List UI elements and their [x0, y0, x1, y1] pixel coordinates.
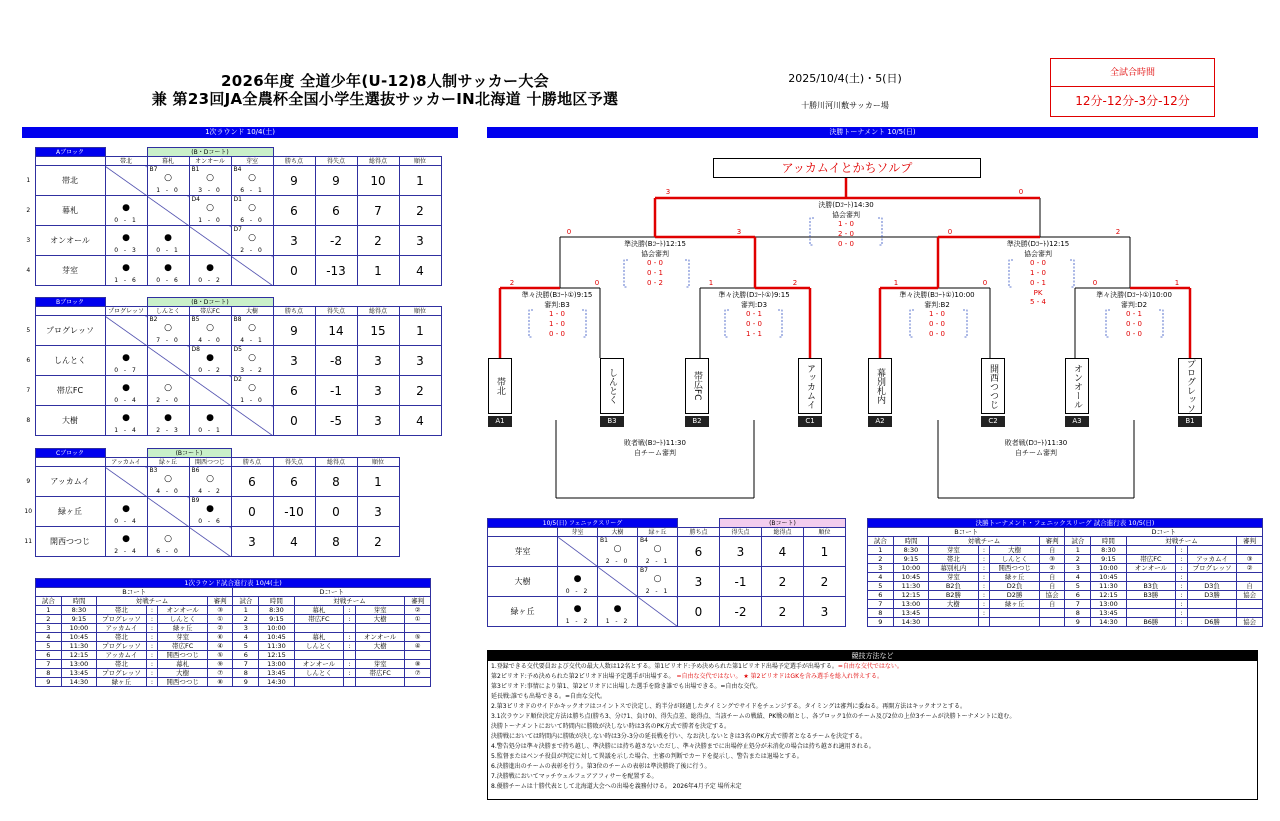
- block-c-name: Cブロック: [35, 449, 105, 458]
- semi-2-title: 準決勝(Dｺｰﾄ)12:15: [1006, 240, 1070, 248]
- quarter-2-ref: 審判:D3: [740, 301, 768, 309]
- block-a-diff: -13: [315, 256, 357, 286]
- sched1-row: 3 10:00 アッカムイ : 緑ヶ丘 ② 3 10:00: [36, 624, 431, 633]
- rules-line: 4.警告処分は準々決勝まで持ち越し、準決勝には持ち越さないただし、準々決勝までに出場停止処分が未消化の場合は持ち越され適用される。: [491, 743, 875, 750]
- block-a-col-team: 芽室: [231, 157, 273, 166]
- bracket-seed-3: B2: [685, 416, 709, 427]
- block-a-result-cell: B1 ○ 3 - 0: [189, 166, 231, 196]
- rules-line: 3.1次ラウンド順位決定方法は勝ち点(勝ち3、分け1、負け0)、得失点差、総得点、当該チームの戦績、PK戦の順とし、各ブロック1位のチーム及び2位の上位3チームが決勝トーナメントに進む。: [491, 713, 1016, 720]
- bracket-team-4: アッカムイ: [798, 358, 822, 414]
- block-b-hdr-diff: 得失点: [315, 307, 357, 316]
- bracket-team-6: 開西つつじ: [981, 358, 1005, 414]
- block-b-rank: 1: [399, 316, 441, 346]
- quarter-1-title: 準々決勝(Bｺｰﾄ①)9:15: [521, 291, 593, 299]
- rules-line: 7.決勝戦においてマッチウェルフェアアフィサーを配置する。: [491, 773, 658, 780]
- block-b-result-cell: B5 ○ 4 - 0: [189, 316, 231, 346]
- block-b-col-team: プログレッソ: [105, 307, 147, 316]
- match-time-label: 全試合時間: [1051, 59, 1214, 87]
- sched1-row: 5 11:30 プログレッソ : 帯広FC ④ 5 11:30 しんとく : 大樹 ④: [36, 642, 431, 651]
- block-a-diff: 9: [315, 166, 357, 196]
- semi-2-pk-score: 5 - 4: [1030, 298, 1046, 306]
- phoenix-col-team: 緑ヶ丘: [638, 528, 678, 537]
- block-c-gf: 8: [315, 467, 357, 497]
- block-a-col-team: オンオール: [189, 157, 231, 166]
- sched1-row: 1 8:30 帯北 : オンオール ③ 1 8:30 幕札 : 芽室 ②: [36, 606, 431, 615]
- phoenix-title: 10/5(日) フェニックスリーグ: [488, 519, 678, 528]
- quarter-2-right-goals: 2: [792, 279, 798, 287]
- block-a-gf: 7: [357, 196, 399, 226]
- quarter-4-score-1: 0 - 1: [1126, 310, 1142, 318]
- block-a-result-cell: ● 0 - 3: [105, 226, 147, 256]
- block-a-court: (B・Dコート): [147, 148, 273, 157]
- block-c-hdr-pts: 勝ち点: [231, 458, 273, 467]
- final-right-goals: 0: [1018, 188, 1024, 196]
- block-a-rank: 4: [399, 256, 441, 286]
- rules-line: 6.決勝進出のチームの表彰を行う。第3位のチームの表彰は準決勝終了後に行う。: [491, 763, 711, 770]
- semi-2-ref: 協会審判: [1024, 250, 1052, 258]
- sched1-title: 1次ラウンド試合進行表 10/4(土): [36, 579, 431, 588]
- phoenix-result-cell: ● 0 - 2: [558, 567, 598, 597]
- bracket-seed-6: C2: [981, 416, 1005, 427]
- block-c-pts: 0: [231, 497, 273, 527]
- quarter-4-ref: 審判:D2: [1120, 301, 1148, 309]
- quarter-3-ref: 審判:B2: [924, 301, 950, 309]
- phoenix-result-cell: ● 1 - 2: [598, 597, 638, 627]
- sched1-row: 8 13:45 プログレッソ : 大樹 ⑦ 8 13:45 しんとく : 帯広FC ⑦: [36, 669, 431, 678]
- phoenix-court: (Bコート): [720, 519, 846, 528]
- block-a-pts: 9: [273, 166, 315, 196]
- block-b-pts: 6: [273, 376, 315, 406]
- block-b-hdr-rank: 順位: [399, 307, 441, 316]
- bracket-team-7: オンオール: [1065, 358, 1089, 414]
- semi-2-score-2: 1 - 0: [1030, 269, 1046, 277]
- bracket-team-8: プログレッソ: [1178, 358, 1202, 414]
- block-b-result-cell: D2 ○ 1 - 0: [231, 376, 273, 406]
- block-a-gf: 1: [357, 256, 399, 286]
- final-score-2: 2 - 0: [838, 230, 854, 238]
- bracket-seed-1: A1: [488, 416, 512, 427]
- quarter-2-left-goals: 1: [708, 279, 714, 287]
- block-b-result-cell: ● 0 - 7: [105, 346, 147, 376]
- block-a-result-cell: D4 ○ 1 - 0: [189, 196, 231, 226]
- block-b-hdr-pts: 勝ち点: [273, 307, 315, 316]
- block-a-team-name: 帯北: [35, 166, 105, 196]
- sched1-row: 6 12:15 アッカムイ : 開西つつじ ⑤ 6 12:15: [36, 651, 431, 660]
- block-c-result-cell: ○ 6 - 0: [147, 527, 189, 557]
- block-b-court: (B・Dコート): [147, 298, 273, 307]
- block-b-gf: 3: [357, 406, 399, 436]
- phoenix-result-cell: ● 1 - 2: [558, 597, 598, 627]
- block-a-result-cell: B7 ○ 1 - 0: [147, 166, 189, 196]
- block-b-gf: 15: [357, 316, 399, 346]
- block-b-result-cell: D5 ○ 3 - 2: [231, 346, 273, 376]
- block-c-hdr-rank: 順位: [357, 458, 399, 467]
- block-c-gf: 0: [315, 497, 357, 527]
- bracket-seed-8: B1: [1178, 416, 1202, 427]
- quarter-1-score-1: 1 - 0: [549, 310, 565, 318]
- quarter-3-score-3: 0 - 0: [929, 330, 945, 338]
- block-a-result-cell: ● 0 - 2: [189, 256, 231, 286]
- rules-red-note-1: =自由な交代ではない。: [837, 663, 903, 670]
- block-a-col-team: 幕札: [147, 157, 189, 166]
- rules-red-note-2: =自由な交代ではない。 ★ 第2ピリオドはGKを含み選手を総入れ替えする。: [676, 673, 884, 680]
- block-b-result-cell: B2 ○ 7 - 0: [147, 316, 189, 346]
- block-a-rank: 1: [399, 166, 441, 196]
- quarter-4-score-2: 0 - 0: [1126, 320, 1142, 328]
- block-b-pts: 3: [273, 346, 315, 376]
- quarter-2-score-2: 0 - 0: [746, 320, 762, 328]
- rules-list: [488, 661, 1257, 793]
- title-line-2: 兼 第23回JA全農杯全国小学生選抜サッカーIN北海道 十勝地区予選: [151, 90, 619, 108]
- block-c-col-team: 開西つつじ: [189, 458, 231, 467]
- sched2-row: 8 13:45 : 8 13:45 :: [868, 609, 1263, 618]
- block-a-diff: -2: [315, 226, 357, 256]
- phoenix-row: 緑ヶ丘 ● 1 - 2 ● 1 - 2 0 -2 2 3: [488, 597, 846, 627]
- final-ref: 協会審判: [832, 211, 860, 219]
- block-b-row-no: 7: [26, 387, 31, 394]
- phoenix-row: 芽室 B1 ○ 2 - 0 B4 ○ 2 - 1 6 3 4 1: [488, 537, 846, 567]
- block-c-rank: 2: [357, 527, 399, 557]
- block-c-gf: 8: [315, 527, 357, 557]
- quarter-3-score-1: 1 - 0: [929, 310, 945, 318]
- block-c-row-no: 11: [24, 538, 33, 545]
- block-a-rank: 3: [399, 226, 441, 256]
- block-c-result-cell: B3 ○ 4 - 0: [147, 467, 189, 497]
- block-b-pts: 9: [273, 316, 315, 346]
- bracket-team-5: 幕別札内: [868, 358, 892, 414]
- event-date: 2025/10/4(土)・5(日): [788, 72, 902, 85]
- block-c-team-name: アッカムイ: [35, 467, 105, 497]
- block-c-row-no: 9: [26, 478, 31, 485]
- quarter-2-score-3: 1 - 1: [746, 330, 762, 338]
- final-tournament-bar: 決勝トーナメント 10/5(日): [487, 127, 1258, 138]
- block-a-hdr-rank: 順位: [399, 157, 441, 166]
- semi-2-pk: PK: [1033, 289, 1043, 297]
- sched2-row: 1 8:30 芽室 : 大樹 自 1 8:30 :: [868, 546, 1263, 555]
- block-c-hdr-gf: 総得点: [315, 458, 357, 467]
- block-b-row-no: 6: [26, 357, 31, 364]
- block-b-rank: 2: [399, 376, 441, 406]
- block-a-result-cell: ● 1 - 6: [105, 256, 147, 286]
- quarter-3-left-goals: 1: [893, 279, 899, 287]
- block-b-diff: -1: [315, 376, 357, 406]
- quarter-1-right-goals: 0: [594, 279, 600, 287]
- block-c-result-cell: B9 ● 0 - 6: [189, 497, 231, 527]
- consolation-1-ref: 自チーム審判: [634, 449, 676, 457]
- block-a-gf: 10: [357, 166, 399, 196]
- phoenix-row: 大樹 ● 0 - 2 B7 ○ 2 - 1 3 -1 2 2: [488, 567, 846, 597]
- block-c-result-cell: B6 ○ 4 - 2: [189, 467, 231, 497]
- sched2-row: 2 9:15 帯北 : しんとく ③ 2 9:15 帯広FC : アッカムイ ③: [868, 555, 1263, 564]
- block-a-result-cell: B4 ○ 6 - 1: [231, 166, 273, 196]
- rules-line: 決勝戦においては時間内に勝敗が決しない時は3分-3分の延長戦を行い、なお決しないときは3名のPK方式で勝者となるチームを決定する。: [491, 733, 867, 740]
- rules-line: 5.監督またはベンチ役員が判定に対して異議を示した場合、主審の判断でカードを提示し、警告または退場とする。: [491, 753, 803, 760]
- block-a-row-no: 1: [26, 177, 31, 184]
- bracket-team-1: 帯北: [488, 358, 512, 414]
- phoenix-team-name: 大樹: [488, 567, 558, 597]
- quarter-3-right-goals: 0: [982, 279, 988, 287]
- quarter-2-title: 準々決勝(Dｺｰﾄ①)9:15: [718, 291, 790, 299]
- block-b-col-team: 帯広FC: [189, 307, 231, 316]
- sched2-row: 3 10:00 幕別札内 : 開西つつじ ② 3 10:00 オンオール : プログレッソ ②: [868, 564, 1263, 573]
- bracket-seed-5: A2: [868, 416, 892, 427]
- block-c-row-no: 10: [24, 508, 33, 515]
- block-c-result-cell: ● 0 - 4: [105, 497, 147, 527]
- block-a-pts: 3: [273, 226, 315, 256]
- rules-title: 競技方法など: [488, 651, 1257, 661]
- sched2-row: 6 12:15 B2勝 : D2勝 協会 6 12:15 B3勝 : D3勝 協会: [868, 591, 1263, 600]
- champion-box: アッカムイとかちソルプ: [713, 158, 981, 178]
- block-a-team-name: 芽室: [35, 256, 105, 286]
- block-b-gf: 3: [357, 376, 399, 406]
- block-b-team-name: しんとく: [35, 346, 105, 376]
- consolation-2-title: 敗者戦(Dｺｰﾄ)11:30: [1004, 439, 1068, 447]
- semi-1-score-3: 0 - 2: [647, 279, 663, 287]
- block-c-team-name: 緑ヶ丘: [35, 497, 105, 527]
- rules-line: 第3ピリオド:事情により第1、第2ピリオドに出場した選手を除き誰でも出場できる。=自由な交代。: [491, 683, 762, 690]
- block-b-col-team: 大樹: [231, 307, 273, 316]
- block-c-diff: -10: [273, 497, 315, 527]
- block-b-row-no: 5: [26, 327, 31, 334]
- block-c-rank: 3: [357, 497, 399, 527]
- block-a-pts: 6: [273, 196, 315, 226]
- block-a-result-cell: D1 ○ 6 - 0: [231, 196, 273, 226]
- bracket-team-2: しんとく: [600, 358, 624, 414]
- quarter-4-left-goals: 0: [1092, 279, 1098, 287]
- block-b-result-cell: ● 1 - 4: [105, 406, 147, 436]
- sched1-row: 7 13:00 帯北 : 幕札 ⑨ 7 13:00 オンオール : 芽室 ⑧: [36, 660, 431, 669]
- phoenix-result-cell: B4 ○ 2 - 1: [638, 537, 678, 567]
- title-line-1: 2026年度 全道少年(U-12)8人制サッカー大会: [221, 72, 549, 90]
- block-a-result-cell: D7 ○ 2 - 0: [231, 226, 273, 256]
- sched2-row: 9 14:30 9 14:30 B6勝 : D6勝 協会: [868, 618, 1263, 627]
- block-a-diff: 6: [315, 196, 357, 226]
- block-b-rank: 3: [399, 346, 441, 376]
- bracket-seed-4: C1: [798, 416, 822, 427]
- quarter-2-score-1: 0 - 1: [746, 310, 762, 318]
- block-c-pts: 6: [231, 467, 273, 497]
- rules-line: 決勝トーナメントにおいて時間内に勝敗が決しない時は3名のPK方式で勝者を決定する。: [491, 723, 731, 730]
- semi-1-left-goals: 0: [566, 228, 572, 236]
- sched2-row: 4 10:45 芽室 : 緑ヶ丘 自 4 10:45 :: [868, 573, 1263, 582]
- block-b-diff: -8: [315, 346, 357, 376]
- quarter-3-title: 準々決勝(Bｺｰﾄ①)10:00: [899, 291, 975, 299]
- bracket-team-3: 帯広FC: [685, 358, 709, 414]
- block-b-result-cell: ● 2 - 3: [147, 406, 189, 436]
- quarter-1-score-3: 0 - 0: [549, 330, 565, 338]
- quarter-1-score-2: 1 - 0: [549, 320, 565, 328]
- semi-2-left-goals: 0: [947, 228, 953, 236]
- rules-line: 1.登録できる交代要員および交代の最大人数は12名とする。第1ピリオド:予め決められた第1ピリオド出場予定選手が出場する。=自由な交代ではない。: [491, 663, 903, 670]
- block-c-col-team: アッカムイ: [105, 458, 147, 467]
- phoenix-result-cell: B7 ○ 2 - 1: [638, 567, 678, 597]
- block-c-diff: 6: [273, 467, 315, 497]
- block-a-name: Aブロック: [35, 148, 105, 157]
- phoenix-col-team: 大樹: [598, 528, 638, 537]
- rules-box: [487, 650, 1258, 800]
- block-b-result-cell: ● 0 - 1: [189, 406, 231, 436]
- block-a-result-cell: ● 0 - 1: [147, 226, 189, 256]
- phoenix-team-name: 緑ヶ丘: [488, 597, 558, 627]
- quarter-4-title: 準々決勝(Dｺｰﾄ①)10:00: [1096, 291, 1172, 299]
- block-a-row-no: 3: [26, 237, 31, 244]
- block-a-row-no: 2: [26, 207, 31, 214]
- quarter-4-score-3: 0 - 0: [1126, 330, 1142, 338]
- sched1-court-d: Dコート: [233, 588, 431, 597]
- block-c-hdr-diff: 得失点: [273, 458, 315, 467]
- final-score-1: 1 - 0: [838, 220, 854, 228]
- sched2-title: 決勝トーナメント・フェニックスリーグ 試合進行表 10/5(日): [868, 519, 1263, 528]
- block-b-result-cell: B8 ○ 4 - 1: [231, 316, 273, 346]
- block-a-rank: 2: [399, 196, 441, 226]
- sched2-row: 5 11:30 B2負 : D2負 自 5 11:30 B3負 : D3負 自: [868, 582, 1263, 591]
- block-a-team-name: オンオール: [35, 226, 105, 256]
- semi-1-score-2: 0 - 1: [647, 269, 663, 277]
- match-time-value: 12分-12分-3分-12分: [1075, 94, 1190, 108]
- block-c-team-name: 開西つつじ: [35, 527, 105, 557]
- final-score-3: 0 - 0: [838, 240, 854, 248]
- semi-2-score-3: 0 - 1: [1030, 279, 1046, 287]
- block-b-gf: 3: [357, 346, 399, 376]
- phoenix-result-cell: B1 ○ 2 - 0: [598, 537, 638, 567]
- phoenix-team-name: 芽室: [488, 537, 558, 567]
- consolation-1-title: 敗者戦(Bｺｰﾄ)11:30: [624, 439, 686, 447]
- sched1-row: 2 9:15 プログレッソ : しんとく ① 2 9:15 帯広FC : 大樹 ①: [36, 615, 431, 624]
- semi-1-right-goals: 3: [736, 228, 742, 236]
- block-a-team-name: 幕札: [35, 196, 105, 226]
- round1-bar: 1次ラウンド 10/4(土): [22, 127, 458, 138]
- block-a-hdr-diff: 得失点: [315, 157, 357, 166]
- block-c-pts: 3: [231, 527, 273, 557]
- block-c-diff: 4: [273, 527, 315, 557]
- block-a-result-cell: ● 0 - 1: [105, 196, 147, 226]
- final-left-goals: 3: [665, 188, 671, 196]
- rules-line: 2.第3ピリオドのサイドかキックオフはコイントスで決定し、約半分が経過したタイミングでサイドをチェンジする。タイミングは審判に委ねる。再開方法はキックオフとする。: [491, 703, 966, 710]
- block-b-team-name: 大樹: [35, 406, 105, 436]
- block-a-hdr-pts: 勝ち点: [273, 157, 315, 166]
- block-a-col-team: 帯北: [105, 157, 147, 166]
- sched1-row: 9 14:30 緑ヶ丘 : 開西つつじ ⑧ 9 14:30: [36, 678, 431, 687]
- block-b-hdr-gf: 総得点: [357, 307, 399, 316]
- sched2-court-b: Bコート: [868, 528, 1065, 537]
- block-b-row-no: 8: [26, 417, 31, 424]
- semi-2-score-1: 0 - 0: [1030, 259, 1046, 267]
- semi-1-ref: 協会審判: [641, 250, 669, 258]
- final-title: 決勝(Dｺｰﾄ)14:30: [818, 201, 874, 209]
- block-b-team-name: 帯広FC: [35, 376, 105, 406]
- rules-line: 第2ピリオド:予め決められた第2ピリオド出場予定選手が出場する。 =自由な交代ではない。 ★ 第2ピリオドはGKを含み選手を総入れ替えする。: [491, 673, 884, 680]
- quarter-4-right-goals: 1: [1174, 279, 1180, 287]
- block-b-pts: 0: [273, 406, 315, 436]
- consolation-2-ref: 自チーム審判: [1015, 449, 1057, 457]
- block-b-rank: 4: [399, 406, 441, 436]
- block-a-row-no: 4: [26, 267, 31, 274]
- block-c-rank: 1: [357, 467, 399, 497]
- block-b-col-team: しんとく: [147, 307, 189, 316]
- block-b-diff: 14: [315, 316, 357, 346]
- sched1-court-b: Bコート: [36, 588, 233, 597]
- semi-1-score-1: 0 - 0: [647, 259, 663, 267]
- sched1-row: 4 10:45 帯北 : 芽室 ⑥ 4 10:45 幕札 : オンオール ⑤: [36, 633, 431, 642]
- block-a-gf: 2: [357, 226, 399, 256]
- quarter-1-left-goals: 2: [509, 279, 515, 287]
- block-a-hdr-gf: 総得点: [357, 157, 399, 166]
- block-c-col-team: 緑ヶ丘: [147, 458, 189, 467]
- block-b-name: Bブロック: [35, 298, 105, 307]
- block-c-result-cell: ● 2 - 4: [105, 527, 147, 557]
- rules-line: 8.優勝チームは十勝代表として北海道大会への出場を義務付ける。 2026年4月予定 場所未定: [491, 783, 742, 790]
- block-a-pts: 0: [273, 256, 315, 286]
- semi-2-right-goals: 2: [1115, 228, 1121, 236]
- quarter-1-ref: 審判:B3: [544, 301, 570, 309]
- bracket-seed-2: B3: [600, 416, 624, 427]
- quarter-3-score-2: 0 - 0: [929, 320, 945, 328]
- block-b-team-name: プログレッソ: [35, 316, 105, 346]
- sched2-row: 7 13:00 大樹 : 緑ヶ丘 自 7 13:00 :: [868, 600, 1263, 609]
- block-b-result-cell: ● 0 - 4: [105, 376, 147, 406]
- block-c-court: (Bコート): [147, 449, 231, 458]
- block-b-diff: -5: [315, 406, 357, 436]
- bracket-seed-7: A3: [1065, 416, 1089, 427]
- rules-line: 延長戦:誰でも出場できる。=自由な交代。: [491, 693, 607, 700]
- event-venue: 十勝川河川敷サッカー場: [801, 101, 889, 110]
- block-b-result-cell: ○ 2 - 0: [147, 376, 189, 406]
- sched2-court-d: Dコート: [1065, 528, 1263, 537]
- phoenix-col-team: 芽室: [558, 528, 598, 537]
- block-b-result-cell: D8 ● 0 - 2: [189, 346, 231, 376]
- semi-1-title: 準決勝(Bｺｰﾄ)12:15: [624, 240, 686, 248]
- block-a-result-cell: ● 0 - 6: [147, 256, 189, 286]
